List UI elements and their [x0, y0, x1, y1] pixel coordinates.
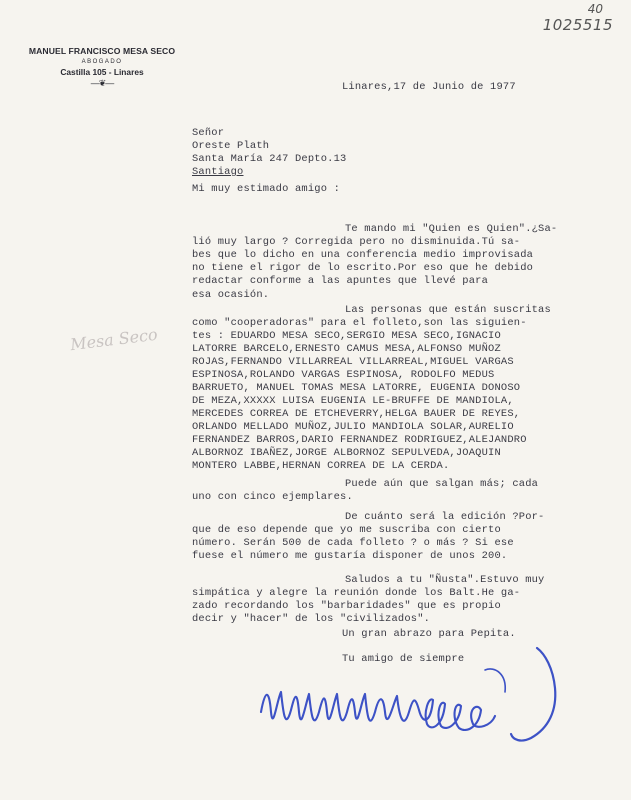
body-line: BARRUETO, MANUEL TOMAS MESA LATORRE, EUGENIA DONOSO [192, 382, 521, 394]
body-line: Saludos a tu "Ñusta".Estuvo muy [345, 574, 545, 586]
body-line: DE MEZA,XXXXX LUISA EUGENIA LE-BRUFFE DE MANDIOLA, [192, 395, 514, 407]
archive-ref-top: 40 [587, 2, 603, 16]
body-line: esa ocasión. [192, 289, 270, 301]
recipient-name: Oreste Plath [192, 140, 270, 152]
letter-greeting: Mi muy estimado amigo : [192, 183, 341, 195]
body-line: ROJAS,FERNANDO VILLARREAL VILLARREAL,MIGUEL VARGAS [192, 356, 514, 368]
body-line: LATORRE BARCELO,ERNESTO CAMUS MESA,ALFONSO MUÑOZ [192, 343, 501, 355]
body-line: número. Serán 500 de cada folleto ? o más ? Si ese [192, 537, 514, 549]
recipient-address: Santa María 247 Depto.13 [192, 153, 347, 165]
letterhead-ornament: —❦— [90, 78, 114, 88]
body-line: redactar conforme a las apuntes que llevé para [192, 275, 489, 287]
letter-date: Linares,17 de Junio de 1977 [342, 81, 516, 93]
body-line: no tiene el rigor de lo escrito.Por eso que he debido [192, 262, 534, 274]
letterhead-address: Castilla 105 - Linares [60, 67, 144, 77]
body-line: Puede aún que salgan más; cada [345, 478, 539, 490]
body-line: De cuánto será la edición ?Por- [345, 511, 545, 523]
faint-bleed-through-mark: Mesa Seco [69, 324, 159, 355]
body-line: ORLANDO MELLADO MUÑOZ,JULIO MANDIOLA SOLAR,AURELIO [192, 421, 514, 433]
body-line: decir y "hacer" de los "civilizados". [192, 613, 431, 625]
handwritten-signature [255, 640, 575, 750]
letterhead-name: MANUEL FRANCISCO MESA SECO [28, 46, 176, 56]
body-line: zado recordando los "barbaridades" que es propio [192, 600, 501, 612]
letterhead [22, 46, 182, 89]
body-line: fuese el número me gustaría disponer de unos 200. [192, 550, 508, 562]
body-line: tes : EDUARDO MESA SECO,SERGIO MESA SECO,IGNACIO [192, 330, 501, 342]
body-line: MONTERO LABBE,HERNAN CORREA DE LA CERDA. [192, 460, 450, 472]
body-line: FERNANDEZ BARROS,DARIO FERNANDEZ RODRIGUEZ,ALEJANDRO [192, 434, 527, 446]
archive-reference [543, 2, 613, 34]
body-line: uno con cinco ejemplares. [192, 491, 353, 503]
letterhead-title: ABOGADO [81, 59, 123, 65]
body-line: como "cooperadoras" para el folleto,son las siguien- [192, 317, 527, 329]
body-line: MERCEDES CORREA DE ETCHEVERRY,HELGA BAUER DE REYES, [192, 408, 521, 420]
body-line: simpática y alegre la reunión donde los Balt.He ga- [192, 587, 521, 599]
body-line: bes que lo dicho en una conferencia medio improvisada [192, 249, 534, 261]
archive-ref-number: 1025515 [542, 16, 613, 34]
body-line: Las personas que están suscritas [345, 304, 551, 316]
body-line: Te mando mi "Quien es Quien".¿Sa- [345, 223, 558, 235]
recipient-title: Señor [192, 127, 225, 139]
recipient-city: Santiago [192, 166, 244, 178]
body-line: que de eso depende que yo me suscriba con cierto [192, 524, 501, 536]
body-line: ALBORNOZ IBAÑEZ,JORGE ALBORNOZ SEPULVEDA,JOAQUIN [192, 447, 501, 459]
body-line: Un gran abrazo para Pepita. [342, 628, 516, 640]
body-line: lió muy largo ? Corregida pero no disminuida.Tú sa- [192, 236, 521, 248]
body-line: ESPINOSA,ROLANDO VARGAS ESPINOSA, RODOLFO MEDUS [192, 369, 495, 381]
letter-closing: Tu amigo de siempre [342, 653, 465, 665]
